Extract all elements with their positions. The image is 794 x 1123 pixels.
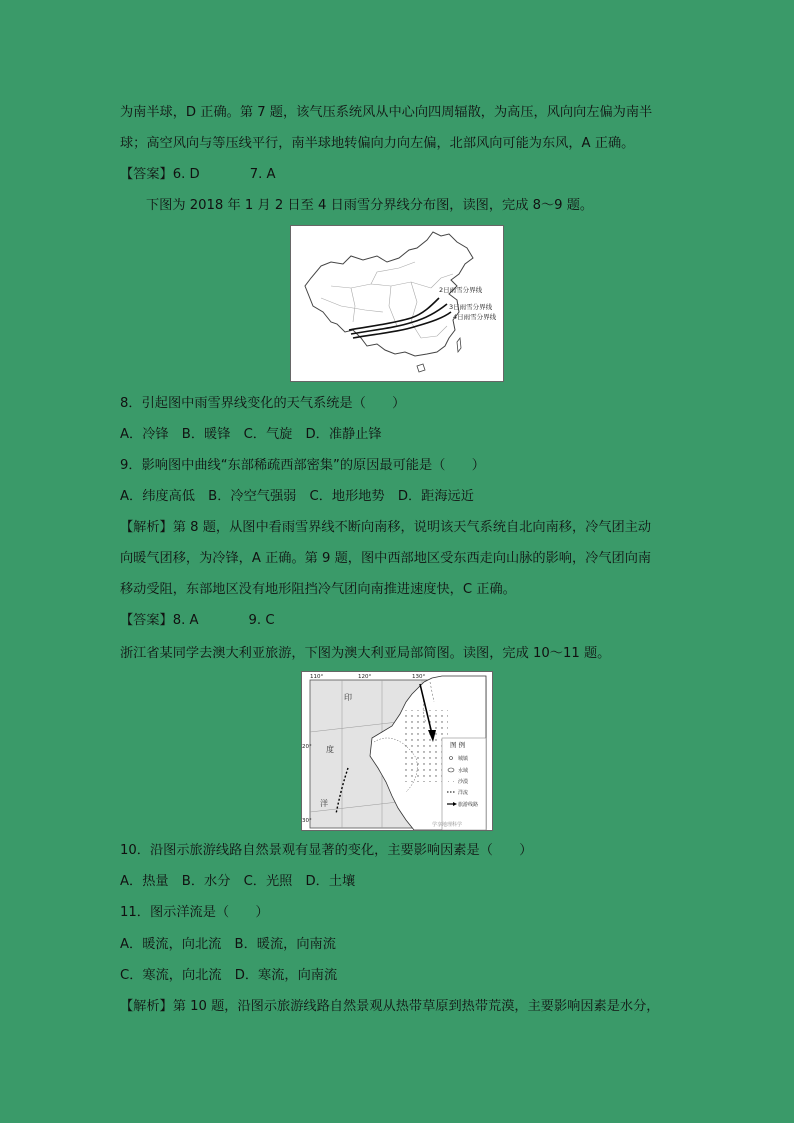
question-9-options: A．纬度高低 B．冷空气强弱 C．地形地势 D．距海远近 (120, 489, 474, 504)
australia-map (301, 671, 493, 831)
label-day4: 4日雨雪分界线 (453, 313, 497, 321)
label-day2: 2日雨雪分界线 (439, 286, 483, 294)
answer-tag: 【答案】 (120, 167, 173, 182)
question-10: 10．沿图示旅游线路自然景观有显著的变化，主要影响因素是（ ） (120, 843, 533, 858)
label-day3: 3日雨雪分界线 (449, 303, 493, 311)
question-11: 11．图示洋流是（ ） (120, 905, 269, 920)
answer-tag: 【答案】 (120, 613, 173, 628)
question-8: 8．引起图中雨雪界线变化的天气系统是（ ） (120, 396, 406, 411)
answer-line (120, 612, 275, 630)
desert-area (404, 710, 448, 782)
explanation-tag: 【解析】 (120, 520, 173, 535)
china-outline (305, 232, 473, 356)
answer-8: 8. A (172, 613, 199, 628)
explanation-line (120, 998, 659, 1016)
intro-line: 浙江省某同学去澳大利亚旅游，下图为澳大利亚局部简图。读图，完成 10～11 题。 (120, 646, 611, 661)
legend-route: 旅游线路 (458, 802, 479, 808)
question-10-options: A．热量 B．水分 C．光照 D．土壤 (120, 874, 356, 889)
taiwan-island (457, 338, 461, 352)
legend-water: 水域 (458, 768, 469, 774)
lon-110: 110° (310, 674, 324, 680)
paragraph-line: 球；高空风向与等压线平行，南半球地转偏向力向左偏，北部风向可能为东风，A 正确。 (120, 136, 635, 151)
legend-desert: 沙漠 (458, 779, 469, 785)
ocean-char-1: 印 (344, 693, 352, 702)
legend-title: 图 例 (450, 741, 466, 749)
lon-130: 130° (412, 674, 426, 680)
hainan-island (417, 364, 425, 372)
china-snow-line-map (290, 225, 504, 382)
question-8-options: A．冷锋 B．暖锋 C．气旋 D．准静止锋 (120, 427, 382, 442)
answer-6: 6. D (172, 167, 200, 182)
lat-20: 20° (302, 744, 312, 750)
ocean-char-2: 度 (326, 745, 334, 754)
watermark: 学享地理科学 (432, 822, 463, 828)
question-9: 9．影响图中曲线“东部稀疏西部密集”的原因最可能是（ ） (120, 458, 485, 473)
intro-line: 下图为 2018 年 1 月 2 日至 4 日雨雪分界线分布图，读图，完成 8～9 题。 (146, 198, 594, 213)
lon-120: 120° (358, 674, 372, 680)
explanation-line: 向暖气团移，为冷锋，A 正确。第 9 题，图中西部地区受东西走向山脉的影响，冷气团向南 (120, 551, 652, 566)
explanation-line: 移动受阻，东部地区没有地形阻挡冷气团向南推进速度快，C 正确。 (120, 582, 516, 597)
paragraph-line: 为南半球，D 正确。第 7 题，该气压系统风从中心向四周辐散，为高压，风向向左偏为南半 (120, 105, 653, 120)
answer-9: 9. C (248, 613, 275, 628)
legend-current: 洋流 (458, 790, 469, 796)
explanation-text: 第 8 题，从图中看雨雪界线不断向南移，说明该天气系统自北向南移，冷气团主动 (172, 520, 652, 535)
explanation-tag: 【解析】 (120, 999, 173, 1014)
lat-30: 30° (302, 818, 312, 824)
answer-7: 7. A (249, 167, 276, 182)
question-11-options-1: A．暖流，向北流 B．暖流，向南流 (120, 937, 336, 952)
question-11-options-2: C．寒流，向北流 D．寒流，向南流 (120, 968, 338, 983)
answer-line (120, 166, 275, 184)
legend-town: 城镇 (458, 756, 469, 762)
ocean-char-3: 洋 (320, 799, 328, 808)
explanation-line (120, 519, 651, 537)
explanation-text: 第 10 题，沿图示旅游线路自然景观从热带草原到热带荒漠，主要影响因素是水分， (172, 999, 660, 1014)
